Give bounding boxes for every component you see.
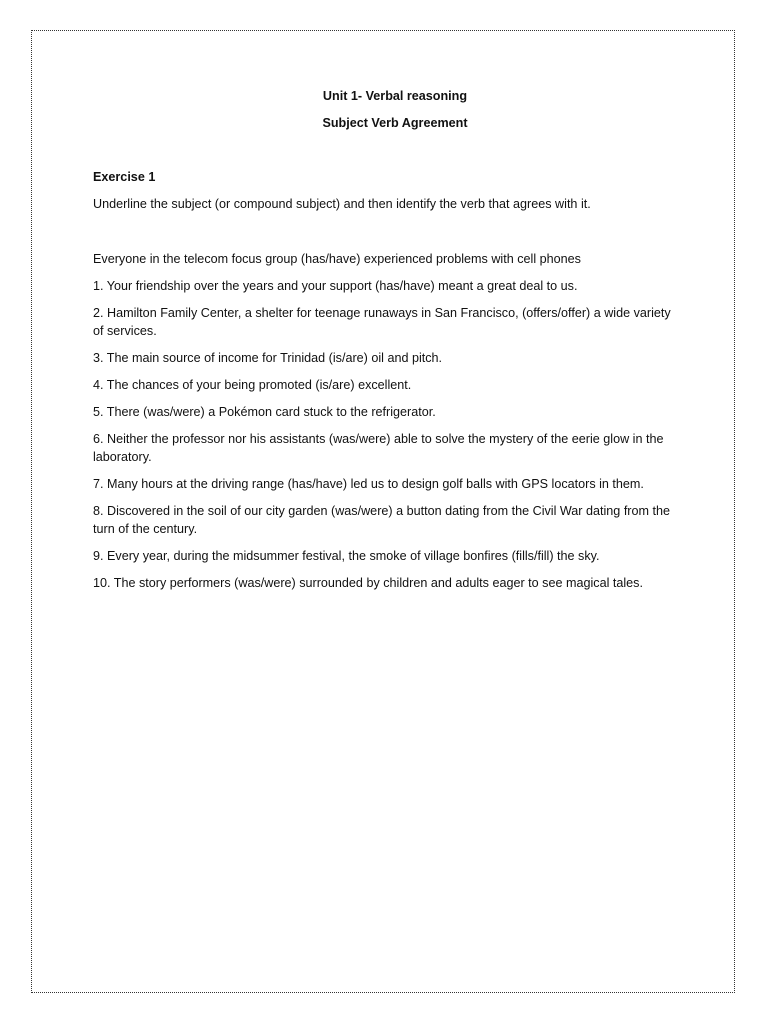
exercise-item: 2. Hamilton Family Center, a shelter for teenage runaways in San Francisco, (offers/offer) a wide variety of services. — [93, 306, 671, 338]
exercise-item: 8. Discovered in the soil of our city garden (was/were) a button dating from the Civil War dating from the turn of the century. — [93, 504, 671, 536]
exercise-item: 7. Many hours at the driving range (has/have) led us to design golf balls with GPS locators in them. — [93, 477, 644, 491]
document-body — [93, 87, 683, 601]
document-title: Unit 1- Verbal reasoning — [322, 89, 468, 103]
exercise-item-list — [93, 277, 683, 592]
exercise-item: 1. Your friendship over the years and your support (has/have) meant a great deal to us. — [93, 279, 578, 293]
exercise-item: 3. The main source of income for Trinidad (is/are) oil and pitch. — [93, 351, 443, 365]
exercise-item: 9. Every year, during the midsummer festival, the smoke of village bonfires (fills/fill) the sky. — [93, 549, 600, 563]
exercise-item: 6. Neither the professor nor his assistants (was/were) able to solve the mystery of the eerie glow in the laboratory. — [93, 432, 664, 464]
exercise-instruction: Underline the subject (or compound subject) and then identify the verb that agrees with it. — [93, 197, 591, 211]
exercise-item: 5. There (was/were) a Pokémon card stuck to the refrigerator. — [93, 405, 436, 419]
document-subtitle: Subject Verb Agreement — [322, 116, 468, 130]
exercise-heading: Exercise 1 — [93, 170, 156, 184]
exercise-item: 4. The chances of your being promoted (is/are) excellent. — [93, 378, 412, 392]
exercise-item: 10. The story performers (was/were) surrounded by children and adults eager to see magical tales. — [93, 576, 643, 590]
example-sentence: Everyone in the telecom focus group (has/have) experienced problems with cell phones — [93, 252, 581, 266]
